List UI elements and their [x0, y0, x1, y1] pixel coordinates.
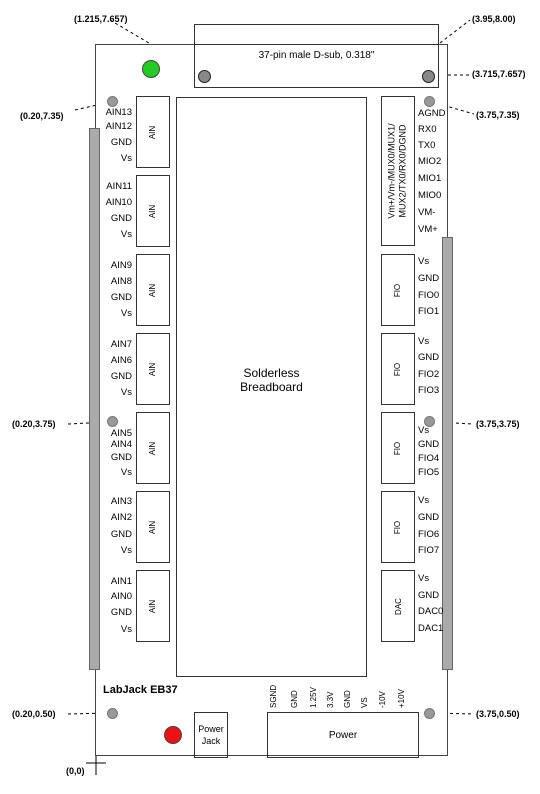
breadboard-label-line2: Breadboard	[240, 380, 303, 394]
power-pin-label: GND	[343, 690, 352, 708]
green-led	[142, 60, 160, 78]
pin-label: AIN6	[110, 355, 132, 366]
fio-block	[381, 254, 415, 326]
block-label: AIN	[148, 362, 158, 376]
pin-label: FIO5	[418, 467, 440, 478]
block-label: FIO	[393, 362, 403, 376]
pin-label: GND	[418, 352, 440, 363]
pin-label: AIN11	[106, 181, 132, 192]
block-label: FIO	[393, 441, 403, 455]
block-label: AIN	[148, 125, 158, 139]
coord-lower-right: (3.75,0.50)	[476, 709, 520, 719]
mio-block	[381, 96, 415, 246]
mio-block-label-line2: MUX2/TX0/RX0/DGND	[398, 124, 409, 218]
block-label: FIO	[393, 283, 403, 297]
pin-label: MIO2	[418, 156, 442, 167]
dsub-label: 37-pin male D-sub, 0.318"	[258, 50, 375, 61]
coord-lower-left: (0.20,0.50)	[12, 709, 56, 719]
pin-label: GND	[110, 607, 132, 618]
fio-block	[381, 412, 415, 484]
pin-label: AIN8	[110, 276, 132, 287]
coord-mid-left: (0.20,3.75)	[12, 419, 56, 429]
power-pin-label: GND	[290, 690, 299, 708]
breadboard-label	[176, 366, 367, 394]
breadboard-label-line1: Solderless	[243, 366, 300, 380]
power-jack	[194, 712, 228, 758]
block-label: DAC	[393, 597, 403, 615]
ain-block	[136, 570, 170, 642]
ain-block	[136, 175, 170, 247]
fio-block	[381, 491, 415, 563]
pin-label: AIN4	[110, 439, 132, 450]
ain-block	[136, 333, 170, 405]
coord-upper-right: (3.75,7.35)	[476, 110, 520, 120]
pin-label: AIN7	[110, 339, 132, 350]
pin-label: GND	[110, 452, 132, 463]
fio-block	[381, 333, 415, 405]
pin-label: GND	[110, 292, 132, 303]
pin-label: FIO2	[418, 369, 440, 380]
power-pin-label: -10V	[378, 691, 387, 708]
pin-label: MIO0	[418, 190, 442, 201]
power-jack-line1: Power	[198, 724, 224, 734]
ain-block	[136, 254, 170, 326]
coord-mid-right: (3.75,3.75)	[476, 419, 520, 429]
left-rail	[89, 128, 100, 670]
block-label: AIN	[148, 283, 158, 297]
power-jack-line2: Jack	[201, 736, 221, 746]
mio-block-label	[387, 123, 409, 218]
pin-label: Vs	[418, 336, 430, 347]
pin-label: DAC1	[418, 623, 444, 634]
pin-label: AIN2	[110, 512, 132, 523]
ain-block	[136, 96, 170, 168]
pin-label: Vs	[120, 467, 132, 478]
pin-label: FIO7	[418, 545, 440, 556]
power-pin-label: SGND	[269, 684, 278, 708]
block-label: AIN	[148, 599, 158, 613]
mount-hole-lower-right	[424, 708, 435, 719]
dsub-hole-left	[198, 70, 211, 83]
pin-label: Vs	[120, 153, 132, 164]
coord-top-right-dsub-outer: (3.95,8.00)	[472, 14, 516, 24]
pin-label: RX0	[418, 124, 437, 135]
coord-top-right-dsub: (3.715,7.657)	[472, 69, 526, 79]
block-label: AIN	[148, 520, 158, 534]
block-label: AIN	[148, 441, 158, 455]
right-rail	[442, 237, 453, 670]
pin-label: Vs	[418, 425, 430, 436]
pin-label: AIN1	[110, 576, 132, 587]
pin-label: Vs	[120, 387, 132, 398]
power-pin-label: 1.25V	[309, 687, 318, 708]
pin-label: AIN10	[105, 197, 132, 208]
pin-label: Vs	[120, 545, 132, 556]
pin-label: GND	[110, 371, 132, 382]
pin-label: GND	[418, 273, 440, 284]
pin-label: FIO4	[418, 453, 440, 464]
mio-block-label-line1: Vm+/Vm-/MUX0/MUX1/	[387, 123, 398, 219]
pin-label: FIO6	[418, 529, 440, 540]
pin-label: Vs	[120, 229, 132, 240]
pin-label: VM+	[418, 224, 438, 235]
pin-label: DAC0	[418, 606, 444, 617]
pin-label: TX0	[418, 140, 436, 151]
pin-label: Vs	[120, 308, 132, 319]
pin-label: Vs	[418, 495, 430, 506]
pin-label: GND	[418, 439, 440, 450]
pin-label: AIN9	[110, 260, 132, 271]
dsub-hole-right	[422, 70, 435, 83]
coord-origin: (0,0)	[66, 766, 85, 776]
mount-hole-lower-left	[107, 708, 118, 719]
pin-label: GND	[418, 590, 440, 601]
mount-hole-mid-left	[107, 416, 118, 427]
power-pin-label: VS	[360, 697, 369, 708]
pin-label: GND	[110, 529, 132, 540]
pin-label: Vs	[418, 573, 430, 584]
coord-top-left-dsub: (1.215,7.657)	[74, 14, 128, 24]
pin-label: AIN13	[105, 107, 132, 118]
pin-label: GND	[418, 512, 440, 523]
mount-hole-upper-left	[107, 96, 118, 107]
mount-hole-upper-right	[424, 96, 435, 107]
pin-label: FIO1	[418, 306, 440, 317]
block-label: FIO	[393, 520, 403, 534]
pin-label: Vs	[418, 256, 430, 267]
pin-label: AGND	[418, 108, 446, 119]
power-pin-label: +10V	[397, 689, 406, 708]
pin-label: MIO1	[418, 173, 442, 184]
pin-label: AIN0	[110, 591, 132, 602]
coord-upper-left: (0.20,7.35)	[20, 111, 64, 121]
pin-label: VM-	[418, 207, 436, 218]
ain-block	[136, 412, 170, 484]
power-block: Power	[267, 712, 419, 758]
pin-label: GND	[110, 137, 132, 148]
pin-label: AIN3	[110, 496, 132, 507]
dac-block	[381, 570, 415, 642]
pin-label: AIN5	[110, 428, 132, 439]
pin-label: GND	[110, 213, 132, 224]
block-label: AIN	[148, 204, 158, 218]
pin-label: AIN12	[105, 121, 132, 132]
red-led	[164, 726, 182, 744]
pin-label: FIO3	[418, 385, 440, 396]
ain-block	[136, 491, 170, 563]
power-pin-label: 3.3V	[326, 691, 335, 708]
pin-label: FIO0	[418, 290, 440, 301]
brand-label: LabJack EB37	[103, 684, 178, 696]
pin-label: Vs	[120, 624, 132, 635]
